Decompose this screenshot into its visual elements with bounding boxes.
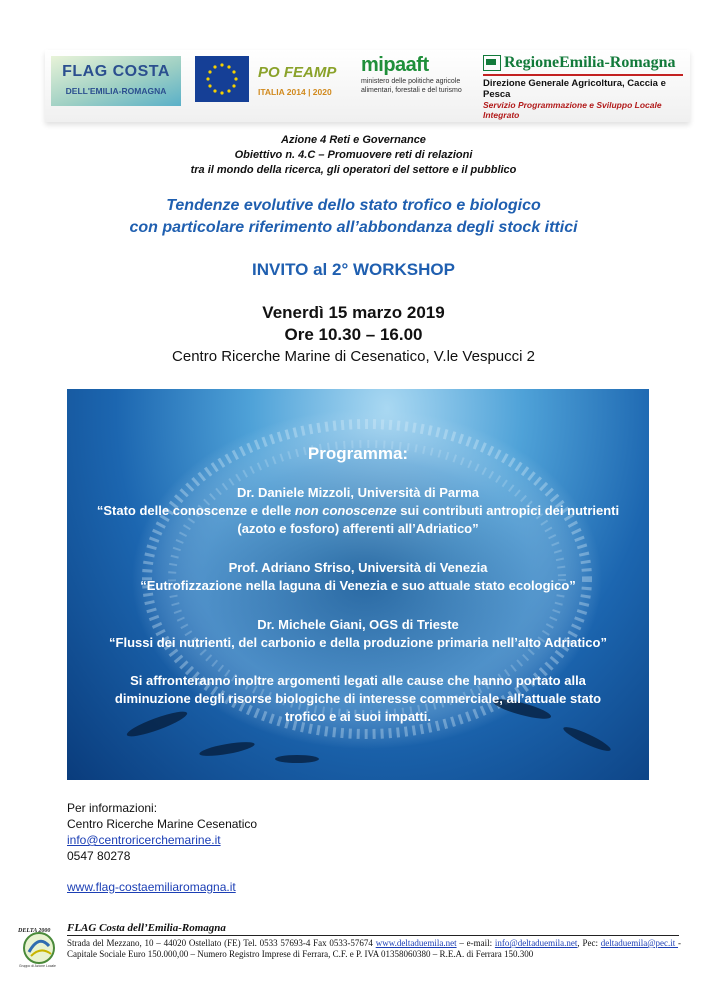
footer-pec-label: , Pec:: [577, 938, 598, 948]
flag-costa-logo: [51, 56, 181, 106]
footer-address: Strada del Mezzano, 10 – 44020 Ostellato (FE) Tel. 0533 57693-4 Fax 0533-57674: [67, 938, 376, 948]
speaker-1-talk-line1: [67, 502, 649, 520]
footer-registry: - Capitale Sociale Euro 150.000,00 – Numero Registro Imprese di Ferrara, C.F. e P. IVA 01358060380 – R.E.A. di Ferrara 150.300: [67, 938, 682, 959]
footer-email-link[interactable]: info@deltaduemila.net: [494, 938, 578, 948]
speaker-2: [67, 559, 649, 595]
speaker-1-talk-em: non conoscenze: [294, 503, 397, 518]
region-emblem-icon: [483, 55, 501, 71]
closing-line3: trofico e ai suoi impatti.: [285, 709, 431, 724]
closing-line1: Si affronteranno inoltre argomenti legati alle cause che hanno portato alla: [130, 673, 586, 688]
region-divider: [483, 74, 683, 76]
region-line1: Direzione Generale Agricoltura, Caccia e Pesca: [483, 78, 666, 100]
obiettivo-text: Obiettivo n. 4.C – Promuovere reti di relazioni: [234, 149, 473, 161]
tra-text: tra il mondo della ricerca, gli operatori del settore e il pubblico: [190, 164, 517, 176]
footer-divider: [67, 935, 679, 936]
eu-flag-icon: [195, 56, 249, 102]
delta2000-logo: [17, 924, 61, 968]
programma-closing: [67, 672, 649, 726]
title-line1: Tendenze evolutive dello stato trofico e biologico: [166, 197, 541, 214]
info-block: [67, 800, 257, 864]
speaker-1-name: Dr. Daniele Mizzoli, Università di Parma: [236, 485, 480, 500]
region-line2: Servizio Programmazione e Sviluppo Locale Integrato: [483, 100, 662, 120]
speaker-1: [67, 484, 649, 538]
flag-logo-line1: FLAG COSTA: [62, 63, 170, 80]
footer-website-link[interactable]: www.deltaduemila.net: [375, 938, 457, 948]
speaker-2-talk: “Eutrofizzazione nella laguna di Venezia e suo attuale stato ecologico”: [140, 578, 576, 593]
invito-heading: INVITO al 2° WORKSHOP: [252, 260, 455, 279]
speaker-1-talk-pre: “Stato delle conoscenze e delle: [96, 503, 295, 518]
closing-line2: diminuzione degli risorse biologiche di interesse commerciale, all’attuale stato: [114, 691, 602, 706]
speaker-1-talk-line2: (azoto e fosforo) afferenti all’Adriatico”: [237, 521, 479, 536]
mipaaft-line2: alimentari, forestali e del turismo: [361, 87, 462, 94]
fish-school-photo: [67, 389, 649, 780]
website-block: [67, 879, 236, 895]
document-title: [0, 195, 707, 239]
event-time: Ore 10.30 – 16.00: [284, 325, 423, 344]
regione-emilia-romagna-logo: [483, 54, 688, 120]
info-label: Per informazioni:: [67, 801, 158, 815]
mipaaft-logo: [361, 54, 471, 112]
website-link[interactable]: www.flag-costaemiliaromagna.it: [67, 880, 236, 894]
event-date: Venerdì 15 marzo 2019: [262, 303, 445, 322]
speaker-3: [67, 616, 649, 652]
logo-bar: [45, 50, 690, 122]
feamp-line1: PO FEAMP: [258, 64, 337, 81]
speaker-3-name: Dr. Michele Giani, OGS di Trieste: [257, 617, 459, 632]
region-name: RegioneEmilia-Romagna: [504, 54, 676, 71]
flag-logo-line2: DELL'EMILIA-ROMAGNA: [65, 86, 167, 96]
programma-title: Programma:: [307, 444, 409, 463]
title-line2: con particolare riferimento all’abbondanza degli stock ittici: [129, 219, 578, 236]
speaker-2-name: Prof. Adriano Sfriso, Università di Venezia: [228, 560, 488, 575]
event-place: Centro Ricerche Marine di Cesenatico, V.le Vespucci 2: [172, 348, 535, 365]
footer-pec-link[interactable]: deltaduemila@pec.it: [600, 938, 679, 948]
speaker-1-talk-post: sui contributi antropici dei nutrienti: [396, 503, 620, 518]
delta2000-logo-text: DELTA 2000: [18, 928, 51, 934]
footer-title: FLAG Costa dell’Emilia-Romagna: [67, 922, 226, 934]
info-phone: 0547 80278: [67, 849, 131, 863]
mipaaft-name: mipaaft: [361, 54, 429, 76]
delta2000-logo-subtext: Gruppo di Azione Locale: [19, 964, 56, 968]
footer-email-label: – e-mail:: [456, 938, 495, 948]
info-email-link[interactable]: info@centroricerchemarine.it: [67, 833, 221, 847]
info-org: Centro Ricerche Marine Cesenatico: [67, 817, 258, 831]
po-feamp-logo: [258, 64, 348, 104]
azione-text: Azione 4 Reti e Governance: [281, 134, 426, 146]
footer-text: [67, 938, 681, 960]
feamp-line2: ITALIA 2014 | 2020: [258, 87, 332, 97]
event-datetime: [0, 302, 707, 346]
speaker-3-talk: “Flussi dei nutrienti, del carbonio e della produzione primaria nell’alto Adriatico”: [109, 635, 607, 650]
mipaaft-line1: ministero delle politiche agricole: [361, 78, 461, 85]
project-header: [0, 133, 707, 178]
